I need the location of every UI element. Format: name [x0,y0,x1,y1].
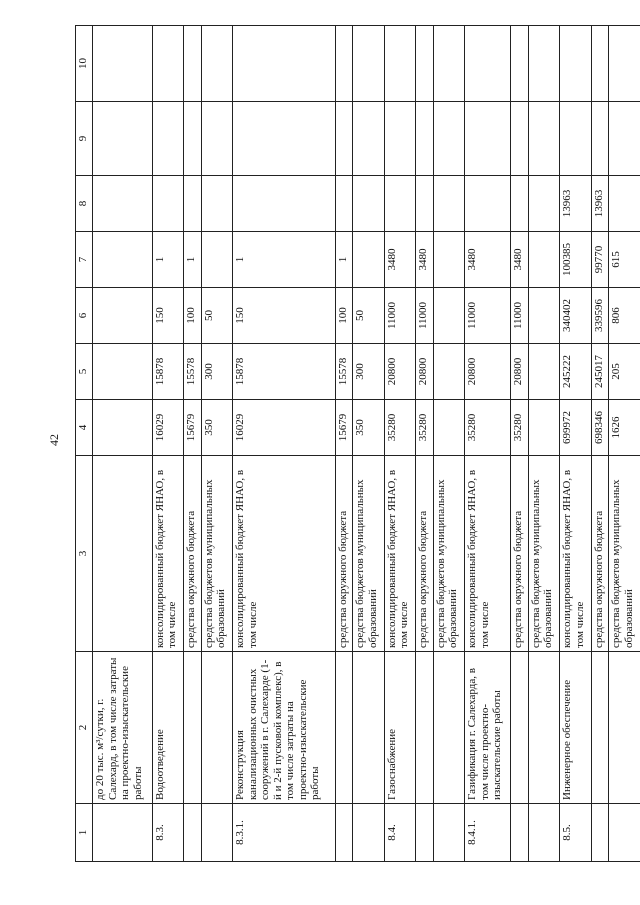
item-number-cell [416,804,433,862]
value-col6-cell: 150 [152,288,184,344]
value-col6-cell [433,288,465,344]
value-col6-cell: 100 [335,288,352,344]
value-col4-cell: 35280 [465,400,511,456]
value-col7-cell [201,232,233,288]
value-col4-cell: 15679 [184,400,201,456]
value-col6-cell: 50 [353,288,385,344]
header-cell-col10: 10 [76,26,93,102]
value-col9-cell [384,102,416,176]
value-col8-cell [528,176,560,232]
value-col10-cell [511,26,528,102]
item-name-cell [184,652,201,804]
item-number-cell: 8.4. [384,804,416,862]
value-col5-cell: 300 [353,344,385,400]
value-col9-cell [233,102,335,176]
item-number-cell: 8.3.1. [233,804,335,862]
header-cell-col7: 7 [76,232,93,288]
value-col8-cell [465,176,511,232]
value-col8-cell: 13963 [560,176,592,232]
item-name-cell [201,652,233,804]
item-number-cell [184,804,201,862]
value-col4-cell [433,400,465,456]
value-col8-cell [233,176,335,232]
item-number-cell [528,804,560,862]
item-name-cell: Газификация г. Салехарда, в том числе проектно-изыскательские работы [465,652,511,804]
item-number-cell [335,804,352,862]
item-name-cell: Водоотведение [152,652,184,804]
value-col9-cell [591,102,608,176]
value-col5-cell: 15878 [152,344,184,400]
table-row [233,26,335,862]
funding-source-cell: консолидированный бюджет ЯНАО, в том числе [465,456,511,652]
header-cell-col6: 6 [76,288,93,344]
value-col5-cell: 15578 [335,344,352,400]
header-cell-col4: 4 [76,400,93,456]
value-col7-cell [433,232,465,288]
item-number-cell [591,804,608,862]
value-col5-cell [433,344,465,400]
value-col5-cell: 300 [201,344,233,400]
value-col5-cell: 205 [609,344,640,400]
value-col7-cell: 3480 [511,232,528,288]
value-col10-cell [560,26,592,102]
item-number-cell: 8.3. [152,804,184,862]
value-col8-cell [201,176,233,232]
item-number-cell: 8.4.1. [465,804,511,862]
funding-source-cell: консолидированный бюджет ЯНАО, в том числе [152,456,184,652]
item-number-cell: 8.5. [560,804,592,862]
value-col8-cell [353,176,385,232]
value-col10-cell [384,26,416,102]
funding-source-cell: консолидированный бюджет ЯНАО, в том числе [560,456,592,652]
header-cell-col8: 8 [76,176,93,232]
funding-source-cell: средства бюджетов муниципальных образований [433,456,465,652]
value-col7-cell [528,232,560,288]
value-col8-cell [416,176,433,232]
value-col8-cell [384,176,416,232]
value-col7-cell [93,232,153,288]
value-col9-cell [511,102,528,176]
value-col7-cell: 100385 [560,232,592,288]
item-name-cell: Инженерное обеспечение [560,652,592,804]
value-col7-cell: 1 [233,232,335,288]
value-col5-cell: 15578 [184,344,201,400]
value-col7-cell [353,232,385,288]
budget-table [75,25,640,862]
value-col7-cell: 3480 [384,232,416,288]
value-col7-cell: 1 [152,232,184,288]
value-col6-cell [528,288,560,344]
value-col5-cell: 20800 [384,344,416,400]
item-number-cell [93,804,153,862]
item-number-cell [511,804,528,862]
funding-source-cell [93,456,153,652]
value-col7-cell: 99770 [591,232,608,288]
item-name-cell: до 20 тыс. м³/сутки, г. Салехард, в том числе затраты на проектно-изыскательские работы [93,652,153,804]
value-col4-cell: 1626 [609,400,640,456]
value-col5-cell: 245017 [591,344,608,400]
funding-source-cell: консолидированный бюджет ЯНАО, в том числе [384,456,416,652]
value-col4-cell: 350 [201,400,233,456]
table-row [511,26,528,862]
value-col8-cell [335,176,352,232]
value-col10-cell [433,26,465,102]
table-row [433,26,465,862]
value-col9-cell [335,102,352,176]
item-name-cell [609,652,640,804]
value-col4-cell [528,400,560,456]
table-row [528,26,560,862]
value-col8-cell [93,176,153,232]
value-col5-cell [93,344,153,400]
item-name-cell [591,652,608,804]
value-col4-cell: 699972 [560,400,592,456]
value-col9-cell [93,102,153,176]
item-name-cell [353,652,385,804]
item-number-cell [433,804,465,862]
funding-source-cell: средства бюджетов муниципальных образований [528,456,560,652]
item-name-cell: Газоснабжение [384,652,416,804]
funding-source-cell: консолидированный бюджет ЯНАО, в том числе [233,456,335,652]
value-col9-cell [609,102,640,176]
value-col8-cell [152,176,184,232]
value-col4-cell: 16029 [233,400,335,456]
value-col10-cell [465,26,511,102]
value-col10-cell [609,26,640,102]
value-col4-cell: 35280 [511,400,528,456]
item-name-cell [433,652,465,804]
table-row [609,26,640,862]
value-col10-cell [233,26,335,102]
item-number-cell [201,804,233,862]
value-col10-cell [152,26,184,102]
funding-source-cell: средства окружного бюджета [335,456,352,652]
table-row [560,26,592,862]
value-col6-cell: 50 [201,288,233,344]
value-col7-cell: 3480 [465,232,511,288]
value-col9-cell [184,102,201,176]
value-col9-cell [152,102,184,176]
value-col9-cell [465,102,511,176]
header-cell-col9: 9 [76,102,93,176]
table-row [465,26,511,862]
value-col5-cell: 245222 [560,344,592,400]
item-number-cell [609,804,640,862]
header-cell-col1: 1 [76,804,93,862]
value-col10-cell [201,26,233,102]
table-row [384,26,416,862]
value-col5-cell: 20800 [511,344,528,400]
item-number-cell [353,804,385,862]
value-col7-cell: 1 [335,232,352,288]
item-name-cell [416,652,433,804]
header-cell-col5: 5 [76,344,93,400]
value-col5-cell: 20800 [416,344,433,400]
value-col8-cell [184,176,201,232]
value-col7-cell: 615 [609,232,640,288]
value-col4-cell: 35280 [416,400,433,456]
item-name-cell [511,652,528,804]
table-row [335,26,352,862]
funding-source-cell: средства окружного бюджета [416,456,433,652]
value-col6-cell: 806 [609,288,640,344]
item-name-cell [528,652,560,804]
funding-source-cell: средства окружного бюджета [511,456,528,652]
table-row [353,26,385,862]
value-col7-cell: 1 [184,232,201,288]
value-col6-cell: 339596 [591,288,608,344]
header-row [76,26,93,862]
funding-source-cell: средства бюджетов муниципальных образований [201,456,233,652]
table-row [416,26,433,862]
value-col8-cell: 13963 [591,176,608,232]
funding-source-cell: средства окружного бюджета [591,456,608,652]
value-col4-cell [93,400,153,456]
value-col6-cell: 11000 [384,288,416,344]
value-col9-cell [353,102,385,176]
value-col7-cell: 3480 [416,232,433,288]
value-col9-cell [433,102,465,176]
header-cell-col2: 2 [76,652,93,804]
funding-source-cell: средства бюджетов муниципальных образований [353,456,385,652]
value-col10-cell [353,26,385,102]
value-col4-cell: 16029 [152,400,184,456]
item-name-cell [335,652,352,804]
value-col4-cell: 35280 [384,400,416,456]
item-name-cell: Реконструкция канализационных очистных сооружений в г. Салехарде (1-й и 2-й пусковой комплекс), в том числе затраты на проектно-изыскательские работы [233,652,335,804]
header-cell-col3: 3 [76,456,93,652]
value-col9-cell [560,102,592,176]
value-col6-cell: 340402 [560,288,592,344]
rotated-table-container [75,26,640,862]
table-row [591,26,608,862]
value-col6-cell: 11000 [416,288,433,344]
value-col4-cell: 698346 [591,400,608,456]
value-col10-cell [93,26,153,102]
value-col6-cell: 11000 [465,288,511,344]
table-body [76,26,640,862]
value-col10-cell [335,26,352,102]
value-col10-cell [591,26,608,102]
value-col9-cell [201,102,233,176]
value-col5-cell: 15878 [233,344,335,400]
funding-source-cell: средства бюджетов муниципальных образований [609,456,640,652]
value-col4-cell: 15679 [335,400,352,456]
value-col8-cell [511,176,528,232]
value-col8-cell [433,176,465,232]
value-col9-cell [528,102,560,176]
value-col5-cell [528,344,560,400]
value-col6-cell: 11000 [511,288,528,344]
value-col9-cell [416,102,433,176]
table-row [93,26,153,862]
funding-source-cell: средства окружного бюджета [184,456,201,652]
value-col10-cell [528,26,560,102]
value-col8-cell [609,176,640,232]
value-col6-cell [93,288,153,344]
value-col6-cell: 150 [233,288,335,344]
page-number: 42 [47,434,61,446]
value-col4-cell: 350 [353,400,385,456]
table-row [152,26,184,862]
table-row [201,26,233,862]
value-col10-cell [416,26,433,102]
value-col10-cell [184,26,201,102]
value-col6-cell: 100 [184,288,201,344]
value-col5-cell: 20800 [465,344,511,400]
table-row [184,26,201,862]
